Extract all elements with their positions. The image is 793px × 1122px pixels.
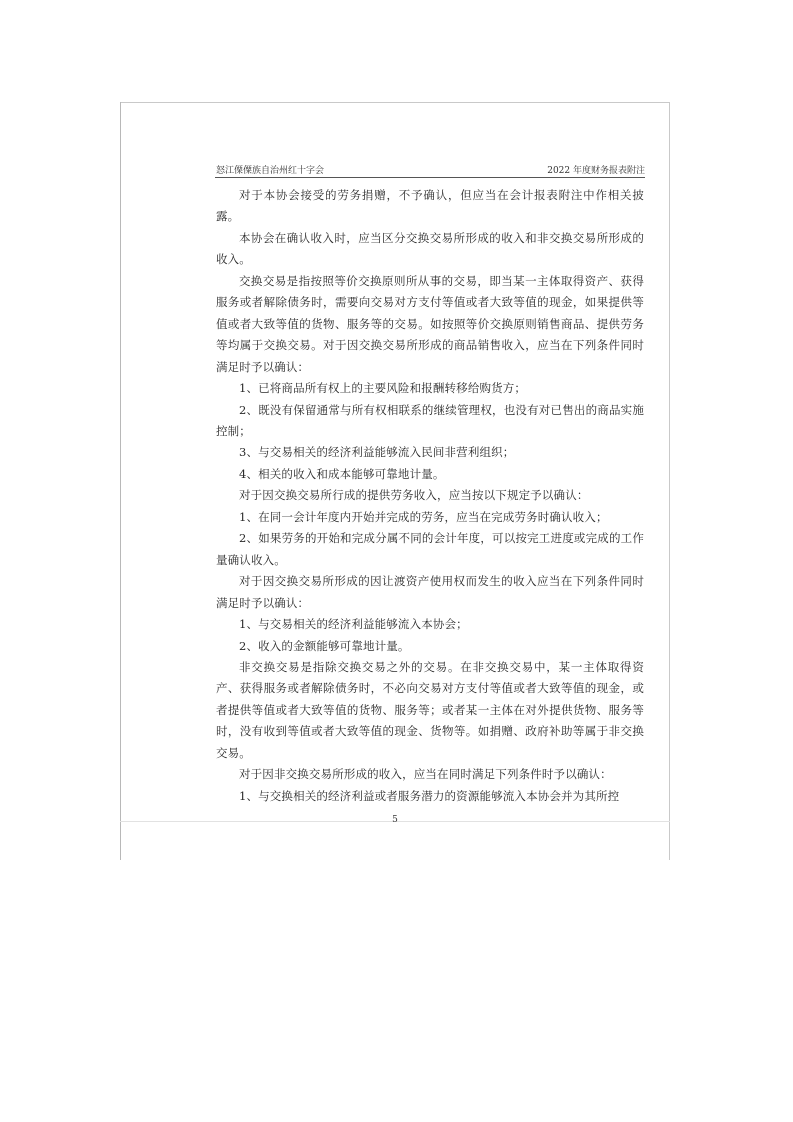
scan-border-right xyxy=(669,102,670,860)
paragraph: 1、在同一会计年度内开始并完成的劳务，应当在完成劳务时确认收入； xyxy=(239,509,608,524)
paragraph: 1、与交换相关的经济利益或者服务潜力的资源能够流入本协会并为其所控 xyxy=(239,788,620,803)
paragraph: 1、与交易相关的经济利益能够流入本协会； xyxy=(239,617,468,632)
paragraph: 1、已将商品所有权上的主要风险和报酬转移给购货方； xyxy=(239,381,527,396)
header-rule xyxy=(215,177,645,178)
paragraph: 4、相关的收入和成本能够可靠地计量。 xyxy=(239,466,445,481)
paragraph: 对于本协会接受的劳务捐赠，不予确认，但应当在会计报表附注中作相关披露。 xyxy=(216,188,644,224)
paragraph: 本协会在确认收入时，应当区分交换交易所形成的收入和非交换交易所形成的收入。 xyxy=(216,230,644,267)
scan-border-top xyxy=(120,102,670,103)
paragraph: 2、收入的金额能够可靠地计量。 xyxy=(239,638,410,653)
paragraph: 交换交易是指按照等价交换原则所从事的交易，即当某一主体取得资产、获得服务或者解除债务时，需要向交易对方支付等值或者大致等值的现金，如果提供等值或者大致等值的货物、服务等的交易。如按照等价交换原则销售商品、提供劳务等均属于交换交易。对于因交换交易所形成的商品销售收入，应当在下列条件同时满足时予以确认： xyxy=(216,273,644,374)
page-number: 5 xyxy=(392,815,398,825)
scan-border-left xyxy=(120,102,121,860)
paragraph: 3、与交易相关的经济利益能够流入民间非营利组织； xyxy=(239,445,515,460)
paragraph: 非交换交易是指除交换交易之外的交易。在非交换交易中，某一主体取得资产、获得服务或者解除债务时，不必向交易对方支付等值或者大致等值的现金，或者提供等值或者大致等值的货物、服务等；或者某一主体在对外提供货物、服务等时，没有收到等值或者大致等值的现金、货物等。如捐赠、政府补助等属于非交换交易。 xyxy=(216,659,644,760)
paragraph: 对于因非交换交易所形成的收入，应当在同时满足下列条件时予以确认： xyxy=(239,767,612,782)
paragraph: 2、如果劳务的开始和完成分属不同的会计年度，可以按完工进度或完成的工作量确认收入。 xyxy=(216,531,644,567)
paragraph: 对于因交换交易所形成的因让渡资产使用权而发生的收入应当在下列条件同时满足时予以确认： xyxy=(216,574,644,610)
header-organization: 怒江傈僳族自治州红十字会 xyxy=(216,166,325,176)
paragraph: 2、既没有保留通常与所有权相联系的继续管理权，也没有对已售出的商品实施控制； xyxy=(216,402,644,438)
header-report-title: 2022 年度财务报表附注 xyxy=(547,166,645,176)
scanned-page xyxy=(120,102,670,860)
body-text xyxy=(216,185,644,807)
paragraph: 对于因交换交易所行成的提供劳务收入，应当按以下规定予以确认： xyxy=(239,488,589,503)
